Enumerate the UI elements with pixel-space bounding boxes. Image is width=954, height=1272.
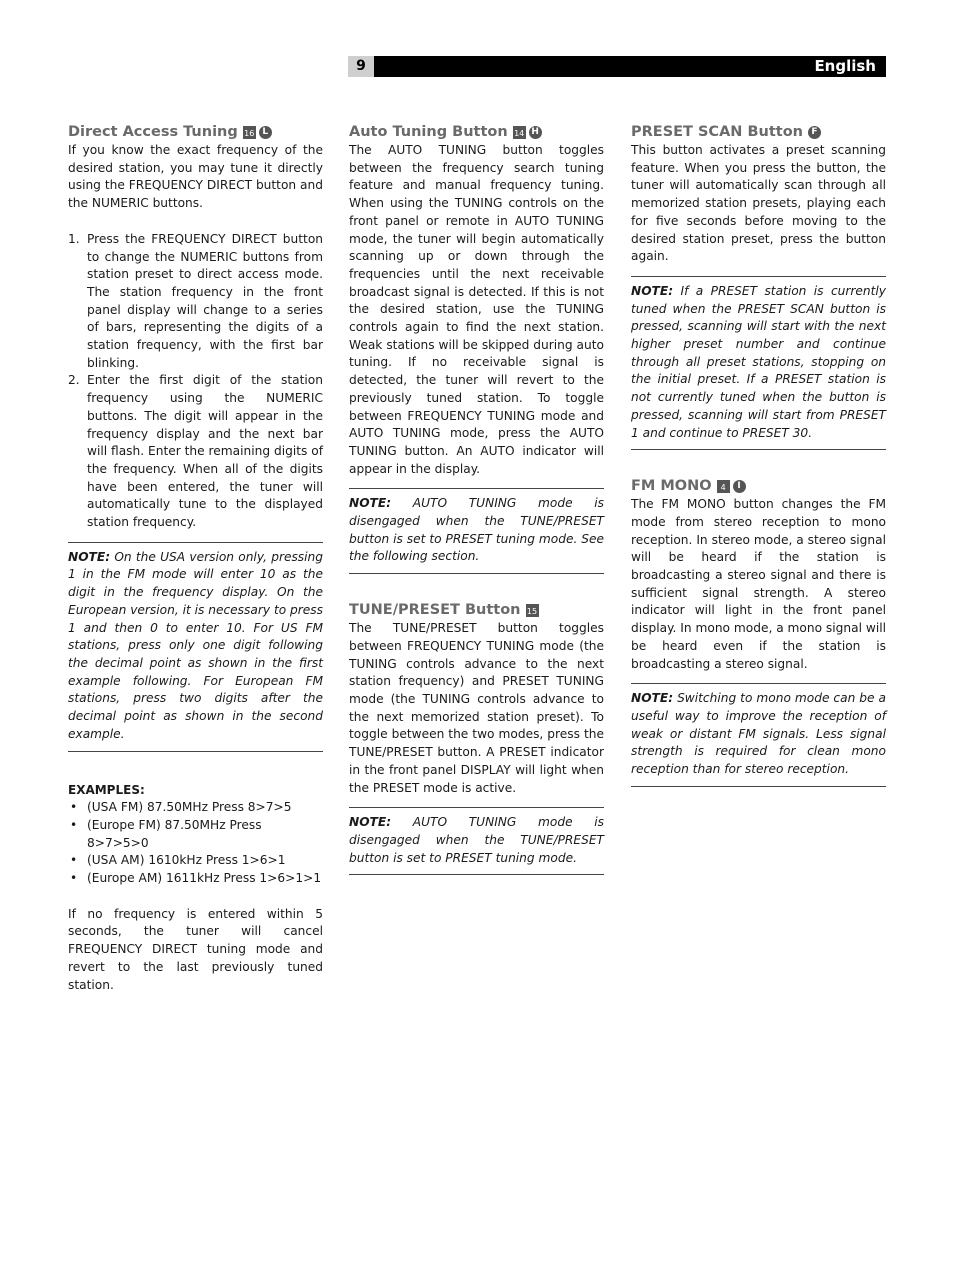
page-header-bar (348, 56, 886, 77)
closing-paragraph: If no frequency is entered within 5 seconds, the tuner will cancel FREQUENCY DIRECT tuning mode and revert to the last previously tuned station. (68, 906, 323, 992)
list-item: 1. Press the FREQUENCY DIRECT button to change the NUMERIC buttons from station preset to direct access mode. The station frequency in the front panel display will change to a series of bars, representing the digits of a station frequency, with the first bar blinking. (68, 231, 323, 370)
section-heading-direct-access-tuning (68, 122, 323, 142)
circle-badge-icon: I (733, 480, 746, 493)
auto-tuning-paragraph: The AUTO TUNING button toggles between the frequency search tuning feature and manual frequency tuning. When using the TUNING controls on the front panel or remote in AUTO TUNING mode, the tuner will begin automatically scanning up or down through the frequencies until the next receivable broadcast signal is detected. If this is not the desired station, use the TUNING controls again to find the next station. Weak stations will be skipped during auto tuning. If no receivable signal is detected, the tuner will revert to the previously tuned station. To toggle between FREQUENCY TUNING mode and AUTO TUNING mode, press the AUTO TUNING button. An AUTO indicator will appear in the display. (349, 143, 604, 476)
note-text: AUTO TUNING mode is disengaged when the TUNE/PRESET button is set to PRESET tuning mode. See the following section. (349, 496, 604, 564)
note-label: NOTE: (349, 496, 392, 511)
note-box (68, 542, 323, 752)
heading-text: Auto Tuning Button (349, 124, 508, 140)
section-heading-tune-preset (349, 600, 604, 620)
square-badge-icon: 16 (243, 126, 256, 139)
column-2 (349, 122, 604, 875)
note-label: NOTE: (349, 815, 392, 830)
circle-badge-icon: L (259, 126, 272, 139)
steps-list (68, 231, 323, 532)
note-box (631, 276, 886, 450)
section-heading-preset-scan (631, 122, 886, 142)
heading-text: TUNE/PRESET Button (349, 602, 521, 619)
note-box (631, 683, 886, 787)
examples-heading: EXAMPLES: (68, 782, 145, 797)
note-label: NOTE: (631, 691, 674, 706)
list-item: • (USA AM) 1610kHz Press 1>6>1 (70, 853, 286, 868)
square-badge-icon: 14 (513, 126, 526, 139)
note-text: On the USA version only, pressing 1 in the FM mode will enter 10 as the digit in the frequency display. On the European version, it is necessary to press 1 and then 0 to enter 10. For US FM stations, press only one digit following the decimal point as shown in the first example following. For European FM stations, press two digits after the decimal point as shown in the second example. (68, 549, 323, 741)
tune-preset-paragraph: The TUNE/PRESET button toggles between FREQUENCY TUNING mode (the TUNING controls advance to the next station frequency) and PRESET TUNING mode (the TUNING controls advance to the next memorized station preset). To toggle between the two modes, press the TUNE/PRESET button. A PRESET indicator in the front panel DISPLAY will light when the PRESET mode is active. (349, 621, 604, 795)
heading-text: FM MONO (631, 478, 712, 495)
fm-mono-paragraph: The FM MONO button changes the FM mode from stereo reception to mono reception. In stereo mode, a stereo signal will be heard if the station is broadcasting a stereo signal and there is sufficient signal strength. A stereo indicator will light in the front panel display. In mono mode, a mono signal will be heard even if the station is broadcasting a stereo signal. (631, 497, 886, 671)
list-item: 2. Enter the first digit of the station frequency using the NUMERIC buttons. The digit will appear in the frequency display and the next bar will flash. Enter the remaining digits of the frequency. When all of the digits have been entered, the tuner will automatically tune to the displayed station frequency. (68, 373, 323, 530)
note-text: If a PRESET station is currently tuned when the PRESET SCAN button is pressed, scanning will start with the next higher preset number and continue through all preset stations, stopping on the initial preset. If a PRESET station is not currently tuned when the button is pressed, scanning will start from PRESET 1 and continue to PRESET 30. (631, 283, 886, 440)
heading-text: Direct Access Tuning (68, 124, 238, 140)
note-label: NOTE: (68, 549, 111, 564)
list-item: • (USA FM) 87.50MHz Press 8>7>5 (70, 800, 292, 815)
preset-scan-paragraph: This button activates a preset scanning feature. When you press the button, the tuner will automatically scan through all memorized station presets, playing each for five seconds before moving to the desired station preset, press the button again. (631, 143, 886, 264)
square-badge-icon: 15 (526, 604, 539, 617)
circle-badge-icon: H (529, 126, 542, 139)
section-heading-fm-mono (631, 476, 886, 496)
note-text: Switching to mono mode can be a useful way to improve the reception of weak or distant FM signals. Less signal strength is required for clean mono reception than for stereo reception. (631, 691, 886, 777)
heading-text: PRESET SCAN Button (631, 124, 803, 140)
circle-badge-icon: F (808, 126, 821, 139)
intro-paragraph: If you know the exact frequency of the desired station, you may tune it directly using the FREQUENCY DIRECT button and the NUMERIC buttons. (68, 143, 323, 211)
column-3 (631, 122, 886, 787)
note-text: AUTO TUNING mode is disengaged when the TUNE/PRESET button is set to PRESET tuning mode. (349, 815, 604, 865)
list-item: • (Europe AM) 1611kHz Press 1>6>1>1 (70, 871, 322, 886)
section-heading-auto-tuning (349, 122, 604, 142)
list-item: • (Europe FM) 87.50MHz Press 8>7>5>0 (70, 817, 262, 850)
note-label: NOTE: (631, 283, 674, 298)
examples-list (68, 799, 323, 888)
note-box (349, 807, 604, 875)
page-number: 9 (348, 56, 374, 77)
language-label: English (814, 57, 876, 75)
square-badge-icon: 4 (717, 480, 730, 493)
note-box (349, 488, 604, 574)
column-1 (68, 122, 323, 994)
